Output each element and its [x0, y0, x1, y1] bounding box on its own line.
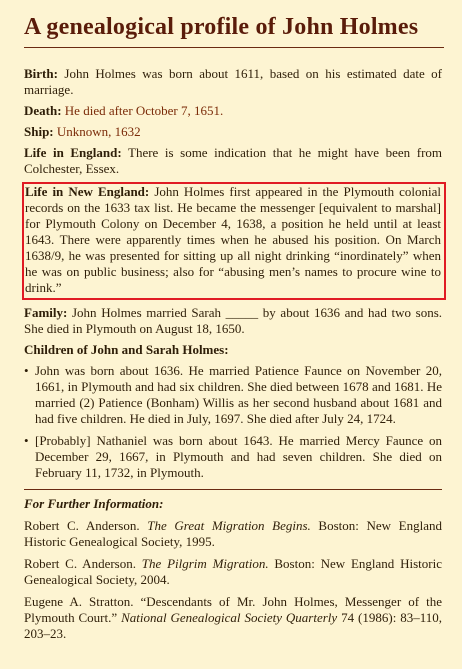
- england-entry: [24, 145, 442, 177]
- further-info-heading: For Further Information:: [24, 496, 164, 511]
- child-item: [24, 433, 442, 481]
- child-item: [24, 363, 442, 427]
- family-entry: [24, 305, 442, 337]
- new-england-text: John Holmes first appeared in the Plymouth colonial records on the 1633 tax list. He became the messenger [equivalent to marshal] for Plymouth Colony on December 4, 1638, a position he held until at least 1643. There were apparently times when he abused his position. On March 1638/9, he was presented for sitting up all night drinking “inordinately” when he was on public business; also for “abusing men’s names to procure wine to drink.”: [25, 184, 441, 295]
- reference-title: National Genealogical Society Quarterly: [121, 610, 338, 625]
- ship-label: Ship:: [24, 124, 54, 139]
- england-text: There is some indication that he might have been from Colchester, Essex.: [24, 145, 443, 176]
- reference-item: [24, 594, 442, 642]
- reference-author: Robert C. Anderson.: [24, 556, 142, 571]
- child-text: John was born about 1636. He married Patience Faunce on November 20, 1661, in Plymouth and had six children. She died between 1678 and 1681. He married (2) Patience (Bonham) Willis as her second husband about 1681 and had five children. He died in July, 1697. She died after July 24, 1724.: [35, 363, 442, 426]
- death-text: He died after October 7, 1651.: [64, 103, 224, 118]
- birth-label: Birth:: [24, 66, 58, 81]
- reference-title: The Pilgrim Migration.: [141, 556, 269, 571]
- bullet-icon: •: [24, 433, 29, 448]
- birth-text: John Holmes was born about 1611, based on his estimated date of marriage.: [24, 66, 443, 97]
- family-text: John Holmes married Sarah _____ by about 1636 and had two sons. She died in Plymouth on August 18, 1650.: [24, 305, 442, 336]
- highlight-box: [22, 182, 446, 300]
- birth-entry: [24, 66, 442, 98]
- reference-author: Eugene A. Stratton. “Descendants of Mr. John Holmes, Messenger of the Plymouth Court.”: [24, 594, 442, 625]
- reference-title: The Great Migration Begins.: [147, 518, 311, 533]
- bullet-icon: •: [24, 363, 29, 378]
- ship-text: Unknown, 1632: [56, 124, 141, 139]
- reference-publisher: Boston: New England Historic Genealogical Society, 2004.: [24, 556, 442, 587]
- reference-item: [24, 556, 442, 588]
- new-england-entry: [25, 184, 441, 296]
- new-england-label: Life in New England:: [25, 184, 150, 199]
- family-label: Family:: [24, 305, 68, 320]
- reference-author: Robert C. Anderson.: [24, 518, 148, 533]
- title-divider: [24, 47, 444, 48]
- reference-item: [24, 518, 442, 550]
- children-list: [24, 363, 442, 481]
- reference-publisher: Boston: New England Historic Genealogical Society, 1995.: [24, 518, 442, 549]
- ship-entry: [24, 124, 442, 140]
- child-text: [Probably] Nathaniel was born about 1643. He married Mercy Faunce on December 29, 1667, in Plymouth and had seven children. She died on February 11, 1732, in Plymouth.: [35, 433, 442, 480]
- england-label: Life in England:: [24, 145, 122, 160]
- children-heading: Children of John and Sarah Holmes:: [24, 342, 229, 357]
- death-label: Death:: [24, 103, 62, 118]
- section-divider: [24, 489, 442, 490]
- reference-publisher: 74 (1986): 83–110, 203–23.: [24, 610, 443, 641]
- page-title: A genealogical profile of John Holmes: [24, 14, 419, 40]
- death-entry: [24, 103, 442, 119]
